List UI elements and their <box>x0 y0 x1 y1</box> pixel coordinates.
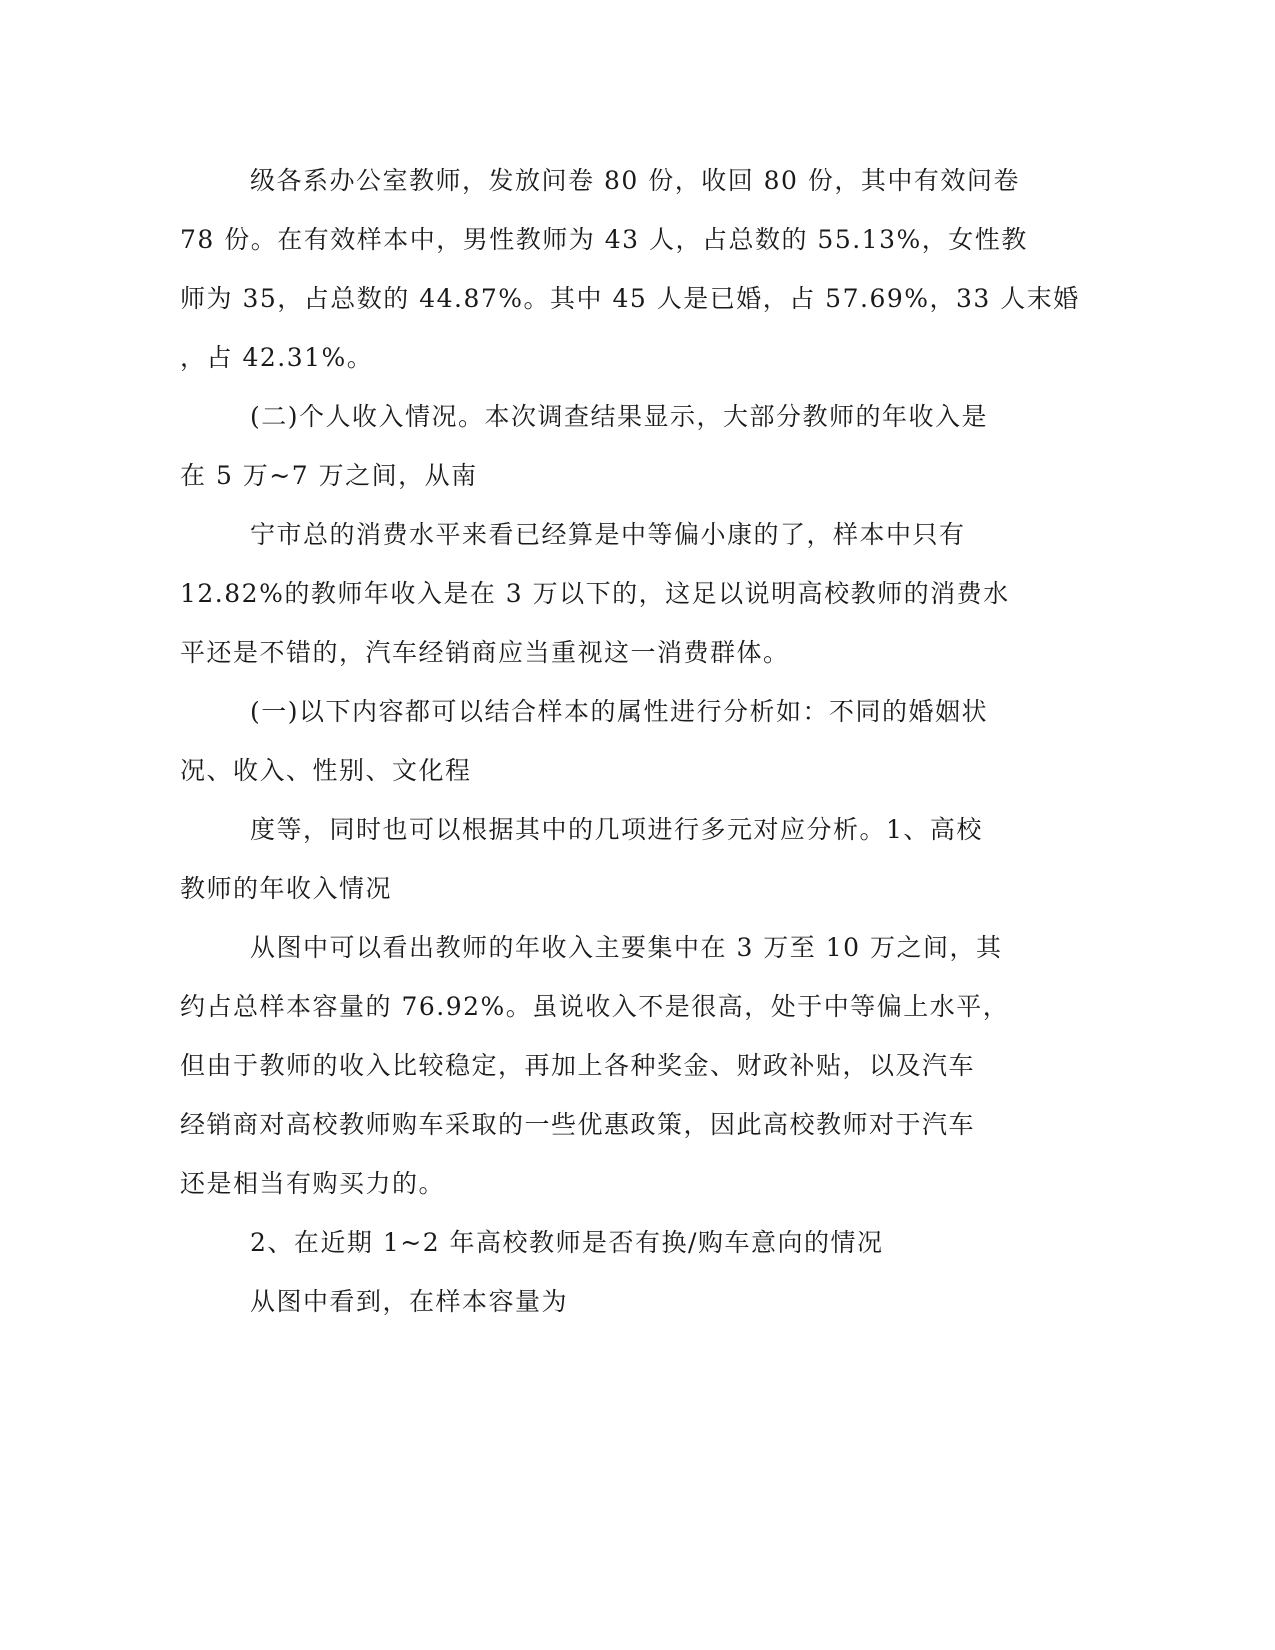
text-line: 平还是不错的，汽车经销商应当重视这一消费群体。 <box>180 638 790 667</box>
text-line: 宁市总的消费水平来看已经算是中等偏小康的了，样本中只有 <box>250 520 966 549</box>
text-line: 2、在近期 1~2 年高校教师是否有换/购车意向的情况 <box>250 1228 884 1257</box>
text-line: (二)个人收入情况。本次调查结果显示，大部分教师的年收入是 <box>250 402 989 431</box>
text-line: (一)以下内容都可以结合样本的属性进行分析如：不同的婚姻状 <box>250 697 989 726</box>
text-line: 经销商对高校教师购车采取的一些优惠政策，因此高校教师对于汽车 <box>180 1110 976 1139</box>
text-line: 约占总样本容量的 76.92%。虽说收入不是很高，处于中等偏上水平， <box>180 992 1010 1021</box>
text-line: 还是相当有购买力的。 <box>180 1169 446 1198</box>
text-line: 在 5 万~7 万之间，从南 <box>180 461 478 490</box>
text-line: 级各系办公室教师，发放问卷 80 份，收回 80 份，其中有效问卷 <box>250 166 1020 195</box>
text-line: 教师的年收入情况 <box>180 874 393 903</box>
text-line: 从图中看到，在样本容量为 <box>250 1287 569 1316</box>
text-line: 从图中可以看出教师的年收入主要集中在 3 万至 10 万之间，其 <box>250 933 1003 962</box>
text-line: 况、收入、性别、文化程 <box>180 756 472 785</box>
text-line: 78 份。在有效样本中，男性教师为 43 人，占总数的 55.13%，女性教 <box>180 225 1028 254</box>
text-line: 度等，同时也可以根据其中的几项进行多元对应分析。1、高校 <box>250 815 983 844</box>
text-line: ，占 42.31%。 <box>180 343 374 372</box>
text-line: 师为 35，占总数的 44.87%。其中 45 人是已婚，占 57.69%，33 人末婚 <box>180 284 1080 313</box>
text-line: 但由于教师的收入比较稳定，再加上各种奖金、财政补贴，以及汽车 <box>180 1051 976 1080</box>
text-line: 12.82%的教师年收入是在 3 万以下的，这足以说明高校教师的消费水 <box>180 579 1010 608</box>
